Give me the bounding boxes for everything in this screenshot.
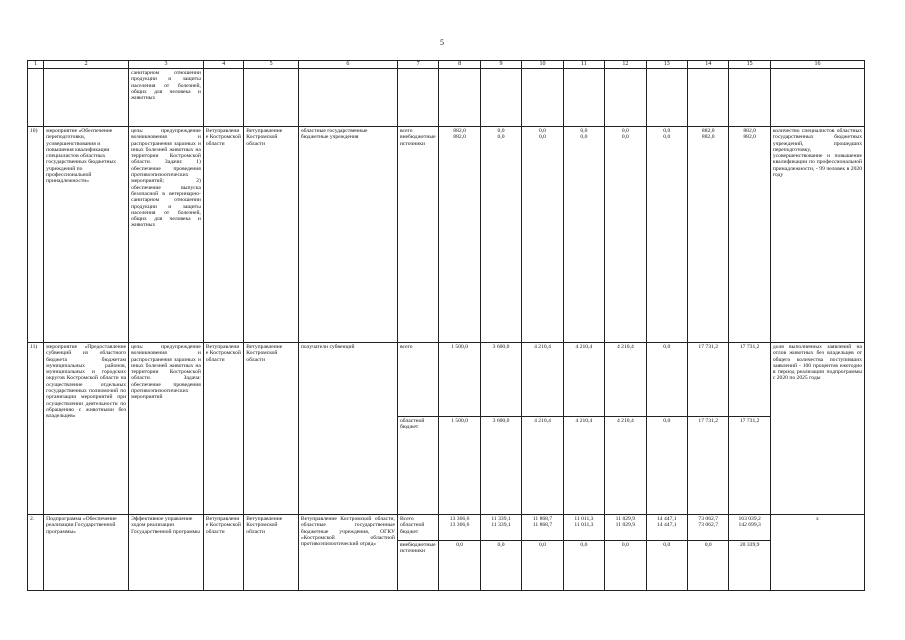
responsible-cell: Ветуправление Костромской области: [203, 343, 243, 515]
value: 0,0: [439, 541, 480, 591]
value: 11 339,1: [491, 516, 511, 522]
value: 0,0: [621, 134, 629, 141]
value: 0,0: [580, 134, 588, 141]
value: 4 210,4: [563, 417, 604, 515]
value: 0,0: [646, 541, 687, 591]
value: 0,0: [580, 128, 588, 134]
goal-cell: санитарном отношении продукции и защиты населения от болезней, общих для человека и животных: [129, 69, 204, 127]
value: 0,0: [497, 134, 505, 141]
header-cell: 15: [729, 61, 770, 69]
goal-cell: цель: предупреждение возникновения и распространения заразных и иных болезней животных на территории Костромской области. Задачи: 1) обеспечение проведения противоэпизоотических мероприятий; 2) обеспечение выпуска безопасной в ветеринарно-санитарном отношении продукции и защиты населения от болезней, общих для человека и животных: [129, 127, 204, 343]
measure-name: Подпрограмма «Обеспечение реализации Государственной программы»: [44, 515, 129, 591]
header-cell: 14: [688, 61, 729, 69]
value: 3 600,0: [480, 343, 521, 417]
value: 0,0: [480, 541, 521, 591]
recipient-cell: областные государственные бюджетные учреждения: [298, 127, 397, 343]
value: 11 029,9: [615, 516, 636, 522]
value: 882,0: [701, 128, 715, 134]
row-number: 11): [28, 343, 44, 515]
header-cell: 12: [605, 61, 646, 69]
table-row: [28, 127, 865, 343]
indicator-cell: доля выполненных заявлений на отлов животных без владельцев от общего количества поступивших заявлений - 100 процентов ежегодно в период реализации подпрограммы с 2020 по 2025 годы: [770, 343, 864, 515]
value: 882,0: [453, 134, 466, 141]
value: 11 339,1: [491, 522, 511, 529]
goal-cell: цель: предупреждение возникновения и распространения заразных и иных болезней животных на территории Костромской области. Задача: обеспечение проведения противоэпизоотических мероприятий: [129, 343, 204, 515]
value: 17 731,2: [688, 343, 729, 417]
responsible-cell: Ветуправление Костромской области: [203, 127, 243, 343]
source-label: внебюджетные источники: [399, 134, 436, 147]
source-label: всего: [399, 128, 413, 134]
source-cell: [397, 127, 438, 343]
value: 13 366,6: [449, 516, 470, 522]
value: 1 500,0: [439, 343, 480, 417]
header-cell: 10: [522, 61, 563, 69]
value: 0,0: [563, 541, 604, 591]
recipient-cell: получатели субвенций: [298, 343, 397, 515]
source-label: всего: [397, 343, 438, 417]
value: 4 210,4: [522, 417, 563, 515]
source-label: Всего: [399, 516, 414, 522]
value: 0,0: [522, 541, 563, 591]
value: 20 339,9: [729, 541, 770, 591]
value: 17 731,2: [688, 417, 729, 515]
source-label: областной бюджет: [397, 417, 438, 515]
responsible-cell: Ветуправление Костромской области: [203, 515, 243, 591]
row-number: 10): [28, 127, 44, 343]
executor-cell: Ветуправление Костромской области: [244, 343, 299, 515]
value: 3 600,0: [480, 417, 521, 515]
value: 882,0: [743, 128, 756, 134]
value: 73 062,7: [698, 516, 718, 522]
goal-cell: Эффективное управление ходом реализации Государственной программы: [129, 515, 204, 591]
value: 1 500,0: [439, 417, 480, 515]
value: 11 868,7: [532, 516, 553, 522]
header-cell: 6: [298, 61, 397, 69]
header-cell: 9: [480, 61, 521, 69]
value: 882,0: [453, 128, 466, 134]
row-number: 2.: [28, 515, 44, 591]
indicator-cell: количество специалистов областных государственных бюджетных учреждений, прошедших переподготовку, усовершенствование и повышение квалификации по профессиональной принадлежности, - 99 человек в 2020 году: [770, 127, 864, 343]
value: 4 210,4: [522, 343, 563, 417]
table-row: [28, 343, 865, 417]
indicator-cell: х: [770, 515, 864, 591]
value: 11 011,3: [574, 522, 594, 529]
value: 0,0: [688, 541, 729, 591]
value: 0,0: [497, 128, 505, 134]
header-cell: 11: [563, 61, 604, 69]
value: 4 210,4: [605, 417, 646, 515]
measure-name: мероприятие «Обеспечение переподготовки, усовершенствования и повышения квалификации специалистов областных государственных бюджетных учреждений по профессиональной принадлежности»: [44, 127, 129, 343]
header-cell: 5: [244, 61, 299, 69]
value: 4 210,4: [605, 343, 646, 417]
header-row: [28, 61, 865, 69]
executor-cell: Ветуправление Костромской области: [244, 515, 299, 591]
value: 14 447,1: [656, 522, 677, 529]
value: 0,0: [621, 128, 629, 134]
value: 0,0: [538, 134, 546, 141]
table-row: [28, 515, 865, 541]
value: 14 447,1: [656, 516, 677, 522]
value: 0,0: [663, 128, 671, 134]
header-cell: 3: [129, 61, 204, 69]
header-cell: 13: [646, 61, 687, 69]
value: 0,0: [646, 343, 687, 417]
program-table: [27, 60, 865, 591]
header-cell: 1: [28, 61, 44, 69]
executor-cell: Ветуправление Костромской области: [244, 127, 299, 343]
value: 17 731,2: [729, 343, 770, 417]
header-cell: 7: [397, 61, 438, 69]
value: 882,0: [701, 134, 715, 141]
source-cell: [397, 515, 438, 541]
continuation-row: [28, 69, 865, 127]
header-cell: 8: [439, 61, 480, 69]
value: 0,0: [646, 417, 687, 515]
measure-name: мероприятие «Предоставление субвенций из областного бюджета бюджетам муниципальных районов, муниципальных и городских округов Костромской области на осуществление отдельных государственных полномочий по организации мероприятий при осуществлении деятельности по обращению с животными без владельцев»: [44, 343, 129, 515]
value: 142 699,3: [738, 522, 761, 529]
value: 11 029,9: [615, 522, 636, 529]
recipient-cell: Ветуправление Костромской области, областные государственные бюджетные учреждения, ОГКУ «Костромской областной противоэпизоотический отряд»: [298, 515, 397, 591]
header-cell: 4: [203, 61, 243, 69]
source-label: областной бюджет: [399, 522, 425, 535]
value: 11 868,7: [532, 522, 553, 529]
value: 882,0: [743, 134, 756, 141]
source-label: внебюджетные источники: [397, 541, 438, 591]
page-number: 5: [440, 38, 444, 47]
value: 0,0: [663, 134, 671, 141]
value: 4 210,4: [563, 343, 604, 417]
value: 17 731,2: [729, 417, 770, 515]
value: 0,0: [538, 128, 546, 134]
header-cell: 16: [770, 61, 864, 69]
value: 0,0: [605, 541, 646, 591]
value: 11 011,3: [574, 516, 594, 522]
header-cell: 2: [44, 61, 129, 69]
value: 163 039,2: [738, 516, 761, 522]
value: 73 062,7: [698, 522, 718, 529]
value: 13 366,6: [449, 522, 470, 529]
